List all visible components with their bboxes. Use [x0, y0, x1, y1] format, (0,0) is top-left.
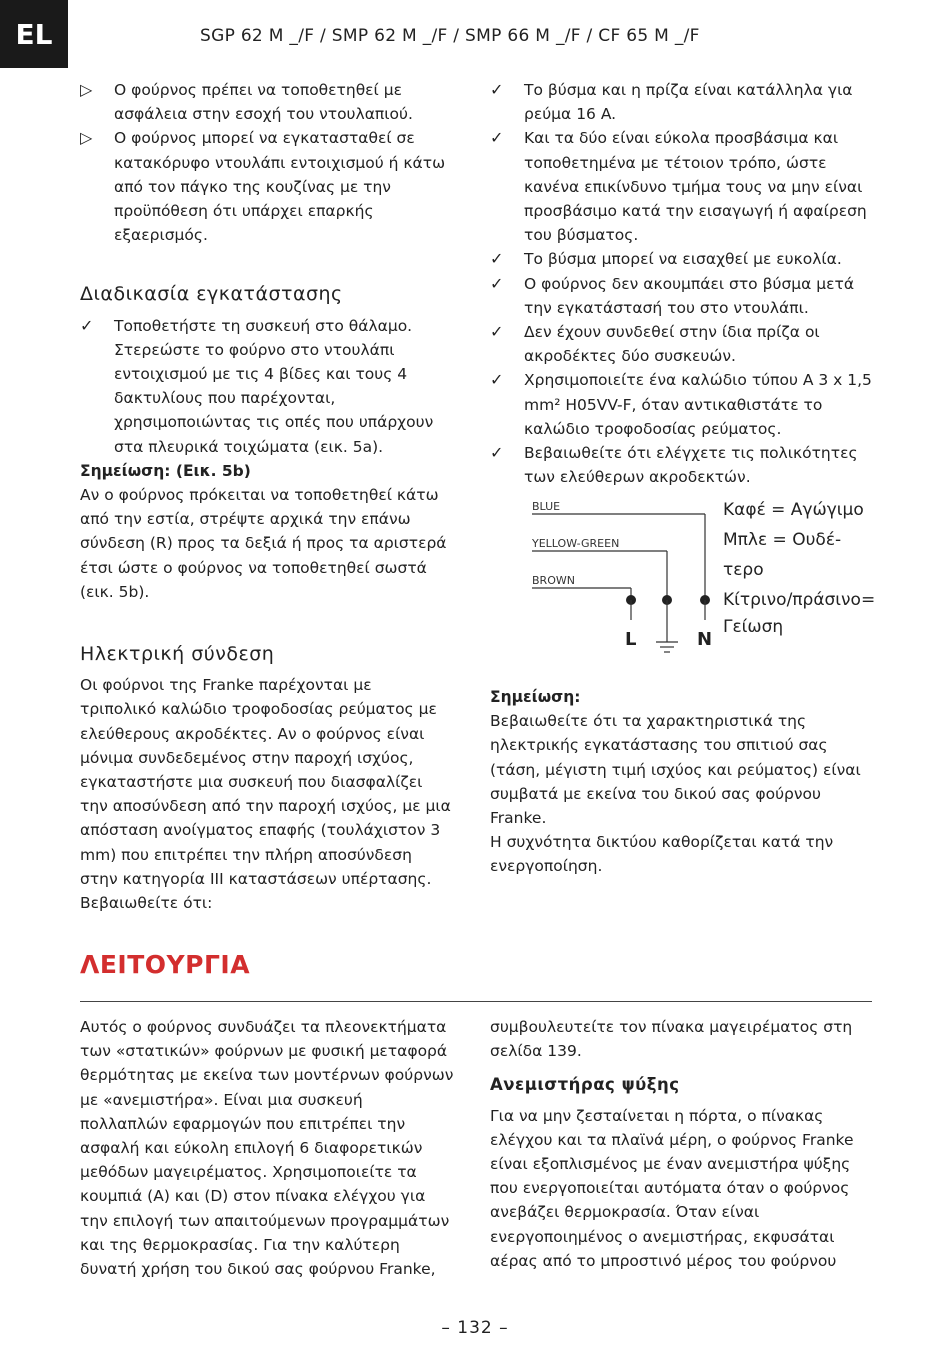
electrical-heading: Ηλεκτρική σύνδεση [80, 643, 275, 666]
checkmark-icon: ✓ [490, 249, 504, 269]
check-item: ✓ Βεβαιωθείτε ότι ελέγχετε τις πολικότητες των ελεύθερων ακροδεκτών. [490, 443, 858, 487]
fan-heading: Ανεμιστήρας ψύξης [490, 1075, 680, 1095]
wire-label-brown: BROWN [532, 574, 575, 587]
triangle-bullet-icon: ▷ [80, 128, 93, 148]
list-item: ✓ Τοποθετήστε τη συσκευή στο θάλαμο. Στερεώστε το φούρνο στο ντουλάπι εντοιχισμού με τις 4 βίδες και τους 4 δακτυλίους που παρέχονται, χρησιμοποιώντας τις οπές που υπάρχουν στα πλευρικά τοιχώματα (εικ. 5a). [80, 315, 434, 456]
list-item: ▷ Ο φούρνος πρέπει να τοποθετηθεί με ασφάλεια στην εσοχή του ντουλαπιού. [80, 80, 413, 124]
right-column [490, 78, 875, 489]
wire-label-yellow-green: YELLOW-GREEN [532, 537, 620, 550]
section-divider [80, 1001, 872, 1002]
right-note [490, 685, 875, 879]
checkmark-icon: ✓ [80, 315, 94, 335]
legend-line: Καφέ = Αγώγιμο [723, 500, 864, 520]
operation-text: Αυτός ο φούρνος συνδυάζει τα πλεονεκτήματα των «στατικών» φούρνων με φυσική μεταφορά θερμότητας με εκείνα των μοντέρνων φούρνων με «ανεμιστήρα». Είναι μια συσκευή πολλαπλών εφαρμογών που επιτρέπει την ασφαλή και εύκολη επιλογή 6 διαφορετικών μεθόδων μαγειρέματος. Χρησιμοποιείτε τα κουμπιά (A) και (D) στον πίνακα ελέγχου για την επιλογή των απαιτούμενων προγραμμάτων και της θερμοκρασίας. Για την καλύτερη δυνατή χρήση του δικού σας φούρνου Franke, [80, 1018, 454, 1279]
legend-line: Γείωση [723, 617, 784, 637]
checkmark-icon: ✓ [490, 322, 504, 342]
wire-label-blue: BLUE [532, 500, 561, 513]
note-text: Αν ο φούρνος πρόκειται να τοποθετηθεί κάτω από την εστία, στρέψτε αρχικά την επάνω σύνδεση (R) προς τα δεξιά ή προς τα αριστερά έτσι ώστε ο φούρνος να τοποθετηθεί σωστά (εικ. 5b). [80, 486, 447, 601]
install-heading: Διαδικασία εγκατάστασης [80, 283, 343, 306]
model-header: SGP 62 M _/F / SMP 62 M _/F / SMP 66 M _/F / CF 65 M _/F [200, 26, 700, 46]
checkmark-icon: ✓ [490, 370, 504, 390]
note-title: Σημείωση: (Εικ. 5b) [80, 461, 251, 480]
legend-line: Κίτρινο/πράσινο= [723, 590, 876, 610]
legend-line: Μπλε = Ουδέ- [723, 530, 842, 550]
note-title: Σημείωση: [490, 688, 581, 706]
list-item: ▷ Ο φούρνος μπορεί να εγκατασταθεί σε κατακόρυφο ντουλάπι εντοιχισμού ή κάτω από τον πάγκο της κουζίνας με την προϋπόθεση ότι υπάρχει επαρκής εξαερισμός. [80, 128, 446, 245]
terminal-label-l: L [625, 629, 637, 650]
operation-right [490, 1015, 875, 1273]
operation-text-cont: συμβουλευτείτε τον πίνακα μαγειρέματος στη σελίδα 139. [490, 1018, 853, 1061]
checkmark-icon: ✓ [490, 443, 504, 463]
check-item: ✓ Δεν έχουν συνδεθεί στην ίδια πρίζα οι ακροδέκτες δύο συσκευών. [490, 322, 820, 366]
page-number: – 132 – [441, 1318, 509, 1338]
wiring-diagram [530, 490, 720, 660]
checkmark-icon: ✓ [490, 128, 504, 148]
operation-heading: ΛΕΙΤΟΥΡΓΙΑ [80, 950, 251, 979]
check-item: ✓ Το βύσμα και η πρίζα είναι κατάλληλα για ρεύμα 16 A. [490, 80, 853, 124]
check-item: ✓ Και τα δύο είναι εύκολα προσβάσιμα και τοποθετημένα με τέτοιον τρόπο, ώστε κανένα επικίνδυνο τμήμα τους να μην είναι προσβάσιμο κατά την εισαγωγή ή αφαίρεση του βύσματος. [490, 128, 867, 245]
ground-symbol-icon [656, 642, 678, 652]
check-item: ✓ Χρησιμοποιείτε ένα καλώδιο τύπου A 3 x 1,5 mm² H05VV-F, όταν αντικαθιστάτε το καλώδιο τροφοδοσίας ρεύματος. [490, 370, 872, 438]
note-text: Η συχνότητα δικτύου καθορίζεται κατά την ενεργοποίηση. [490, 833, 834, 876]
note-text: Βεβαιωθείτε ότι τα χαρακτηριστικά της ηλεκτρικής εγκατάστασης του σπιτιού σας (τάση, μέγιστη τιμή ισχύος και ρεύματος) είναι συμβατά με εκείνα του δικού σας φούρνου Franke. [490, 712, 861, 828]
terminal-label-n: N [697, 629, 713, 650]
checkmark-icon: ✓ [490, 273, 504, 293]
operation-left [80, 1015, 455, 1281]
fan-text: Για να μην ζεσταίνεται η πόρτα, ο πίνακας ελέγχου και τα πλαϊνά μέρη, ο φούρνος Franke είναι εξοπλισμένος με έναν ανεμιστήρα ψύξης που ενεργοποιείται αυτόματα όταν ο φούρνος ανεβάζει θερμοκρασία. Όταν είναι ενεργοποιημένος ο ανεμιστήρας, εκφυσάται αέρας από το μπροστινό μέρος του φούρνου [490, 1106, 854, 1270]
triangle-bullet-icon: ▷ [80, 80, 93, 99]
checkmark-icon: ✓ [490, 80, 504, 99]
check-item: ✓ Ο φούρνος δεν ακουμπάει στο βύσμα μετά την εγκατάστασή του στο ντουλάπι. [490, 273, 855, 317]
legend-line: τερο [723, 560, 764, 580]
left-column [80, 78, 452, 915]
check-item: ✓ Το βύσμα μπορεί να εισαχθεί με ευκολία. [490, 247, 875, 271]
electrical-text: Οι φούρνοι της Franke παρέχονται με τριπολικό καλώδιο τροφοδοσίας ρεύματος με ελεύθερους ακροδέκτες. Αν ο φούρνος είναι μόνιμα συνδεδεμένος στην παροχή ισχύος, εγκαταστήστε μια συσκευή που διασφαλίζει την αποσύνδεση από την παροχή ισχύος, με μια απόσταση ανοίγματος επαφής (τουλάχιστον 3 mm) που επιτρέπει την πλήρη αποσύνδεση στην κατηγορία III καταστάσεων υπέρτασης. Βεβαιωθείτε ότι: [80, 676, 451, 913]
language-tab: EL [0, 0, 68, 68]
wire-legend [723, 495, 875, 639]
